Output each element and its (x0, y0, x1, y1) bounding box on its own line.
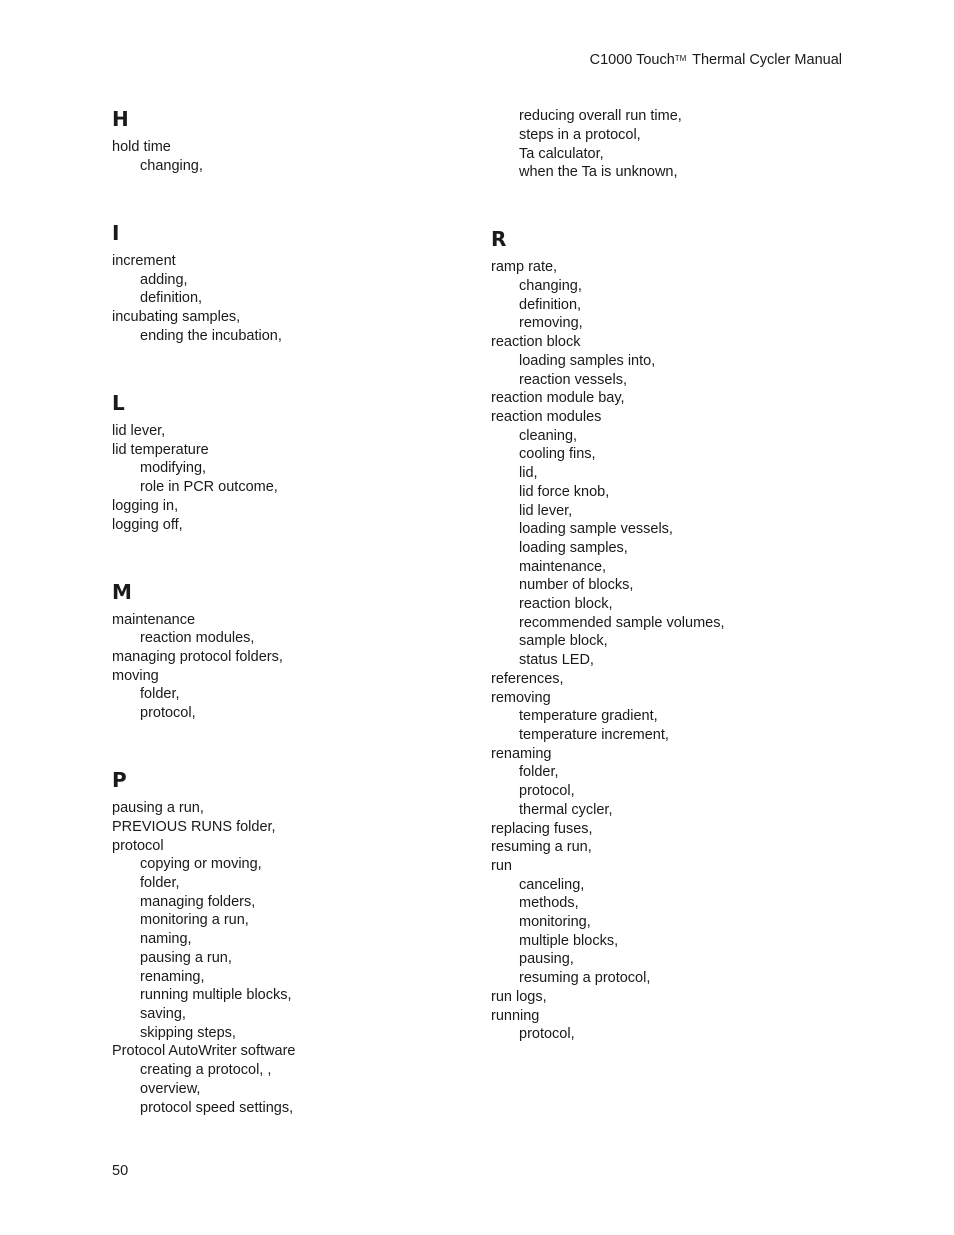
index-subentry: saving, (140, 1006, 186, 1022)
index-subentry: lid lever, (519, 503, 573, 519)
index-subentry: reaction vessels, (519, 372, 627, 388)
index-subentry: changing, (140, 158, 203, 174)
index-subentry: folder, (519, 764, 559, 780)
index-subentry: creating a protocol, , (140, 1062, 272, 1078)
index-subentry: loading samples, (519, 540, 628, 556)
index-subentry: ending the incubation, (140, 328, 282, 344)
section-letter-i: I (112, 221, 120, 245)
index-subentry: pausing a run, (140, 950, 232, 966)
index-subentry: protocol speed settings, (140, 1100, 294, 1116)
index-entry: replacing fuses, (491, 821, 593, 837)
index-subentry: folder, (140, 686, 180, 702)
index-subentry: multiple blocks, (519, 933, 619, 949)
index-entry: running (491, 1008, 540, 1024)
header-rest: Thermal Cycler Manual (688, 52, 842, 68)
section-letter-p: P (112, 768, 127, 792)
section-letter-r: R (491, 227, 507, 251)
index-subentry: removing, (519, 315, 583, 331)
index-entry: run (491, 858, 512, 874)
index-entry: moving (112, 668, 159, 684)
index-entry: protocol (112, 838, 164, 854)
index-subentry: renaming, (140, 969, 205, 985)
index-entry: incubating samples, (112, 309, 241, 325)
index-entry: lid temperature (112, 442, 209, 458)
index-subentry: resuming a protocol, (519, 970, 651, 986)
section-letter-h: H (112, 107, 129, 131)
index-entry: reaction module bay, (491, 390, 625, 406)
index-entry: reaction modules (491, 409, 602, 425)
index-subentry: copying or moving, (140, 856, 262, 872)
index-subentry: recommended sample volumes, (519, 615, 725, 631)
index-subentry: when the Ta is unknown, (519, 164, 678, 180)
index-subentry: maintenance, (519, 559, 607, 575)
index-subentry: adding, (140, 272, 188, 288)
index-subentry: lid, (519, 465, 538, 481)
index-entry: references, (491, 671, 564, 687)
index-subentry: reaction modules, (140, 630, 255, 646)
index-subentry: Ta calculator, (519, 146, 604, 162)
index-subentry: reducing overall run time, (519, 108, 682, 124)
index-subentry: overview, (140, 1081, 201, 1097)
index-subentry: monitoring, (519, 914, 591, 930)
index-subentry: folder, (140, 875, 180, 891)
index-subentry: methods, (519, 895, 579, 911)
page-number: 50 (112, 1163, 129, 1179)
index-entry: renaming (491, 746, 552, 762)
index-entry: ramp rate, (491, 259, 558, 275)
index-subentry: role in PCR outcome, (140, 479, 278, 495)
index-entry: logging off, (112, 517, 183, 533)
index-subentry: lid force knob, (519, 484, 610, 500)
index-subentry: reaction block, (519, 596, 613, 612)
index-entry: PREVIOUS RUNS folder, (112, 819, 276, 835)
header-title: C1000 Touch (589, 52, 675, 68)
index-subentry: managing folders, (140, 894, 256, 910)
index-subentry: loading sample vessels, (519, 521, 673, 537)
trademark-mark: TM (674, 54, 687, 64)
index-subentry: steps in a protocol, (519, 127, 641, 143)
index-subentry: naming, (140, 931, 192, 947)
index-subentry: temperature gradient, (519, 708, 658, 724)
index-subentry: number of blocks, (519, 577, 634, 593)
index-entry: logging in, (112, 498, 179, 514)
index-entry: increment (112, 253, 176, 269)
index-subentry: cooling fins, (519, 446, 596, 462)
index-entry: removing (491, 690, 551, 706)
index-entry: maintenance (112, 612, 196, 628)
index-subentry: loading samples into, (519, 353, 656, 369)
index-subentry: sample block, (519, 633, 608, 649)
index-subentry: protocol, (519, 1026, 575, 1042)
index-subentry: temperature increment, (519, 727, 669, 743)
running-header (590, 52, 842, 68)
index-entry: pausing a run, (112, 800, 204, 816)
section-letter-l: L (112, 391, 125, 415)
index-entry: reaction block (491, 334, 581, 350)
index-subentry: running multiple blocks, (140, 987, 292, 1003)
index-subentry: protocol, (140, 705, 196, 721)
index-subentry: protocol, (519, 783, 575, 799)
index-subentry: cleaning, (519, 428, 578, 444)
index-subentry: canceling, (519, 877, 585, 893)
index-subentry: pausing, (519, 951, 574, 967)
index-entry: run logs, (491, 989, 547, 1005)
index-subentry: modifying, (140, 460, 207, 476)
index-entry: resuming a run, (491, 839, 592, 855)
index-subentry: thermal cycler, (519, 802, 613, 818)
index-subentry: definition, (519, 297, 582, 313)
index-subentry: skipping steps, (140, 1025, 236, 1041)
index-subentry: monitoring a run, (140, 912, 249, 928)
index-subentry: changing, (519, 278, 582, 294)
index-entry: managing protocol folders, (112, 649, 283, 665)
section-letter-m: M (112, 580, 132, 604)
index-entry: hold time (112, 139, 171, 155)
index-entry: lid lever, (112, 423, 166, 439)
index-entry: Protocol AutoWriter software (112, 1043, 296, 1059)
index-subentry: status LED, (519, 652, 594, 668)
index-subentry: definition, (140, 290, 203, 306)
